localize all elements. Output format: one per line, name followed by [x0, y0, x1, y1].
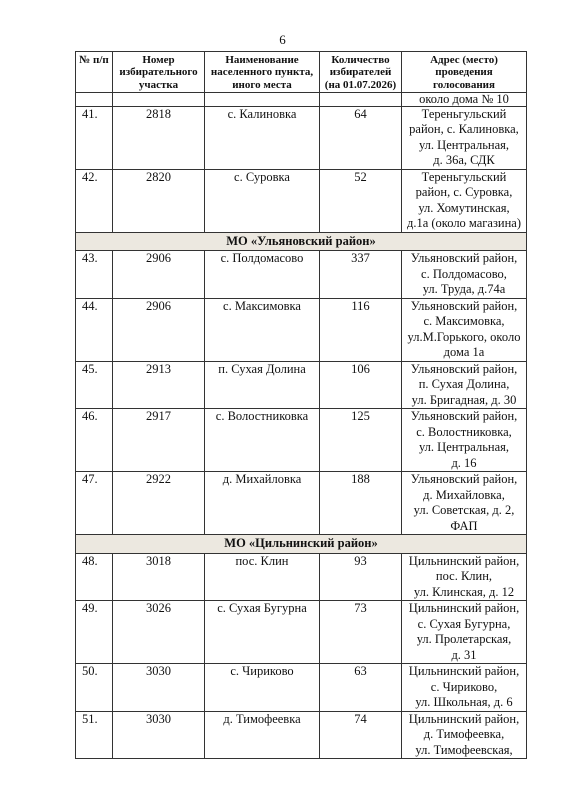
- address-line: ул.М.Горького, около: [407, 329, 521, 344]
- cell-precinct: 3018: [113, 553, 205, 601]
- table-row: [76, 664, 527, 712]
- address-line: ул. Пролетарская,: [416, 632, 512, 647]
- cell-precinct: 2917: [113, 409, 205, 472]
- table-row: [76, 251, 527, 299]
- address-line: д. 31: [451, 647, 477, 662]
- cell-address: [402, 664, 527, 712]
- address-line: п. Сухая Долина,: [418, 377, 510, 392]
- address-line: ул. Советская, д. 2,: [413, 503, 515, 518]
- header-voters: Количество избирателей (на 01.07.2026): [320, 52, 402, 93]
- table-row: [76, 601, 527, 664]
- cell-precinct: 2820: [113, 169, 205, 232]
- cell-locality: с. Суровка: [205, 169, 320, 232]
- cell-num: [76, 92, 113, 106]
- cell-locality: с. Чириково: [205, 664, 320, 712]
- table-row: [76, 169, 527, 232]
- address-line: ул. Школьная, д. 6: [415, 695, 513, 710]
- cell-voters: 125: [320, 409, 402, 472]
- address-line: район, с. Калиновка,: [409, 122, 519, 137]
- cell-precinct: 2913: [113, 361, 205, 409]
- header-address: Адрес (место) проведения голосования: [402, 52, 527, 93]
- address-line: пос. Клин,: [435, 569, 493, 584]
- section-row: [76, 232, 527, 251]
- cell-voters: 63: [320, 664, 402, 712]
- cell-precinct: 3030: [113, 711, 205, 759]
- address-line: ул. Труда, д.74а: [422, 282, 506, 297]
- cell-voters: 116: [320, 298, 402, 361]
- table-row: [76, 553, 527, 601]
- address-line: ул. Центральная,: [418, 137, 510, 152]
- cell-address: около дома № 10: [402, 92, 527, 106]
- address-line: д. Михайловка,: [423, 487, 505, 502]
- section-row: [76, 535, 527, 554]
- address-line: ул. Клинская, д. 12: [413, 584, 515, 599]
- cell-locality: с. Максимовка: [205, 298, 320, 361]
- address-line: Ульяновский район,: [410, 361, 518, 376]
- cell-locality: с. Сухая Бугурна: [205, 601, 320, 664]
- cell-voters: 337: [320, 251, 402, 299]
- cell-num: 44.: [76, 298, 113, 361]
- cell-voters: 106: [320, 361, 402, 409]
- cell-num: 47.: [76, 472, 113, 535]
- cell-locality: п. Сухая Долина: [205, 361, 320, 409]
- cell-num: 51.: [76, 711, 113, 759]
- header-num: № п/п: [76, 52, 113, 93]
- cell-address: [402, 361, 527, 409]
- address-line: с. Волостниковка,: [416, 424, 512, 439]
- address-line: с. Сухая Бугурна,: [417, 616, 511, 631]
- address-line: Ульяновский район,: [410, 251, 518, 266]
- address-line: Тереньгульский: [421, 106, 507, 121]
- cell-locality: д. Тимофеевка: [205, 711, 320, 759]
- cell-address: [402, 601, 527, 664]
- address-line: д. Тимофеевка,: [423, 727, 505, 742]
- address-line: ФАП: [450, 518, 478, 533]
- address-line: д. 36а, СДК: [433, 153, 495, 168]
- page-number: 6: [279, 32, 286, 47]
- polling-stations-table: [75, 51, 527, 759]
- cell-locality: с. Калиновка: [205, 106, 320, 169]
- table-row: [76, 711, 527, 759]
- table-row: [76, 298, 527, 361]
- section-title: МО «Ульяновский район»: [76, 232, 527, 251]
- cell-precinct: 3026: [113, 601, 205, 664]
- cell-voters: [320, 92, 402, 106]
- cell-address: [402, 251, 527, 299]
- cell-precinct: 2906: [113, 298, 205, 361]
- cell-voters: 73: [320, 601, 402, 664]
- table-row: [76, 409, 527, 472]
- address-line: с. Полдомасово,: [421, 266, 507, 281]
- cell-locality: с. Волостниковка: [205, 409, 320, 472]
- table-row: [76, 361, 527, 409]
- cell-voters: 64: [320, 106, 402, 169]
- address-line: район, с. Суровка,: [415, 185, 513, 200]
- address-line: ул. Центральная,: [418, 440, 510, 455]
- address-line: ул. Бригадная, д. 30: [411, 392, 517, 407]
- address-line: д. 16: [451, 455, 477, 470]
- cell-locality: [205, 92, 320, 106]
- continuation-row: [76, 92, 527, 106]
- cell-locality: с. Полдомасово: [205, 251, 320, 299]
- address-line: Ульяновский район,: [410, 298, 518, 313]
- cell-address: [402, 169, 527, 232]
- cell-precinct: 2906: [113, 251, 205, 299]
- address-line: Цильнинский район,: [408, 664, 520, 679]
- address-line: дома 1а: [443, 345, 485, 360]
- cell-address: [402, 711, 527, 759]
- cell-address: [402, 472, 527, 535]
- cell-precinct: 2818: [113, 106, 205, 169]
- cell-precinct: 2922: [113, 472, 205, 535]
- cell-precinct: 3030: [113, 664, 205, 712]
- address-line: Ульяновский район,: [410, 409, 518, 424]
- address-line: Цильнинский район,: [408, 711, 520, 726]
- cell-voters: 188: [320, 472, 402, 535]
- cell-num: 50.: [76, 664, 113, 712]
- address-line: с. Чириково,: [430, 679, 498, 694]
- cell-voters: 93: [320, 553, 402, 601]
- cell-address: [402, 298, 527, 361]
- table-row: [76, 472, 527, 535]
- cell-num: 42.: [76, 169, 113, 232]
- cell-locality: д. Михайловка: [205, 472, 320, 535]
- address-line: Ульяновский район,: [410, 472, 518, 487]
- cell-num: 49.: [76, 601, 113, 664]
- table-row: [76, 106, 527, 169]
- cell-voters: 52: [320, 169, 402, 232]
- section-title: МО «Цильнинский район»: [76, 535, 527, 554]
- address-line: д.1а (около магазина): [406, 216, 522, 231]
- cell-num: 43.: [76, 251, 113, 299]
- address-line: ул. Тимофеевская,: [415, 742, 513, 757]
- cell-address: [402, 553, 527, 601]
- cell-num: 41.: [76, 106, 113, 169]
- table-header-row: [76, 52, 527, 93]
- address-line: Цильнинский район,: [408, 601, 520, 616]
- cell-voters: 74: [320, 711, 402, 759]
- cell-locality: пос. Клин: [205, 553, 320, 601]
- cell-precinct: [113, 92, 205, 106]
- address-line: с. Максимовка,: [423, 314, 505, 329]
- cell-num: 46.: [76, 409, 113, 472]
- header-locality: Наименование населенного пункта, иного места: [205, 52, 320, 93]
- address-line: Цильнинский район,: [408, 553, 520, 568]
- cell-address: [402, 409, 527, 472]
- header-precinct: Номер избирательного участка: [113, 52, 205, 93]
- address-line: Тереньгульский: [421, 169, 507, 184]
- cell-address: [402, 106, 527, 169]
- cell-num: 48.: [76, 553, 113, 601]
- cell-num: 45.: [76, 361, 113, 409]
- address-line: ул. Хомутинская,: [418, 200, 510, 215]
